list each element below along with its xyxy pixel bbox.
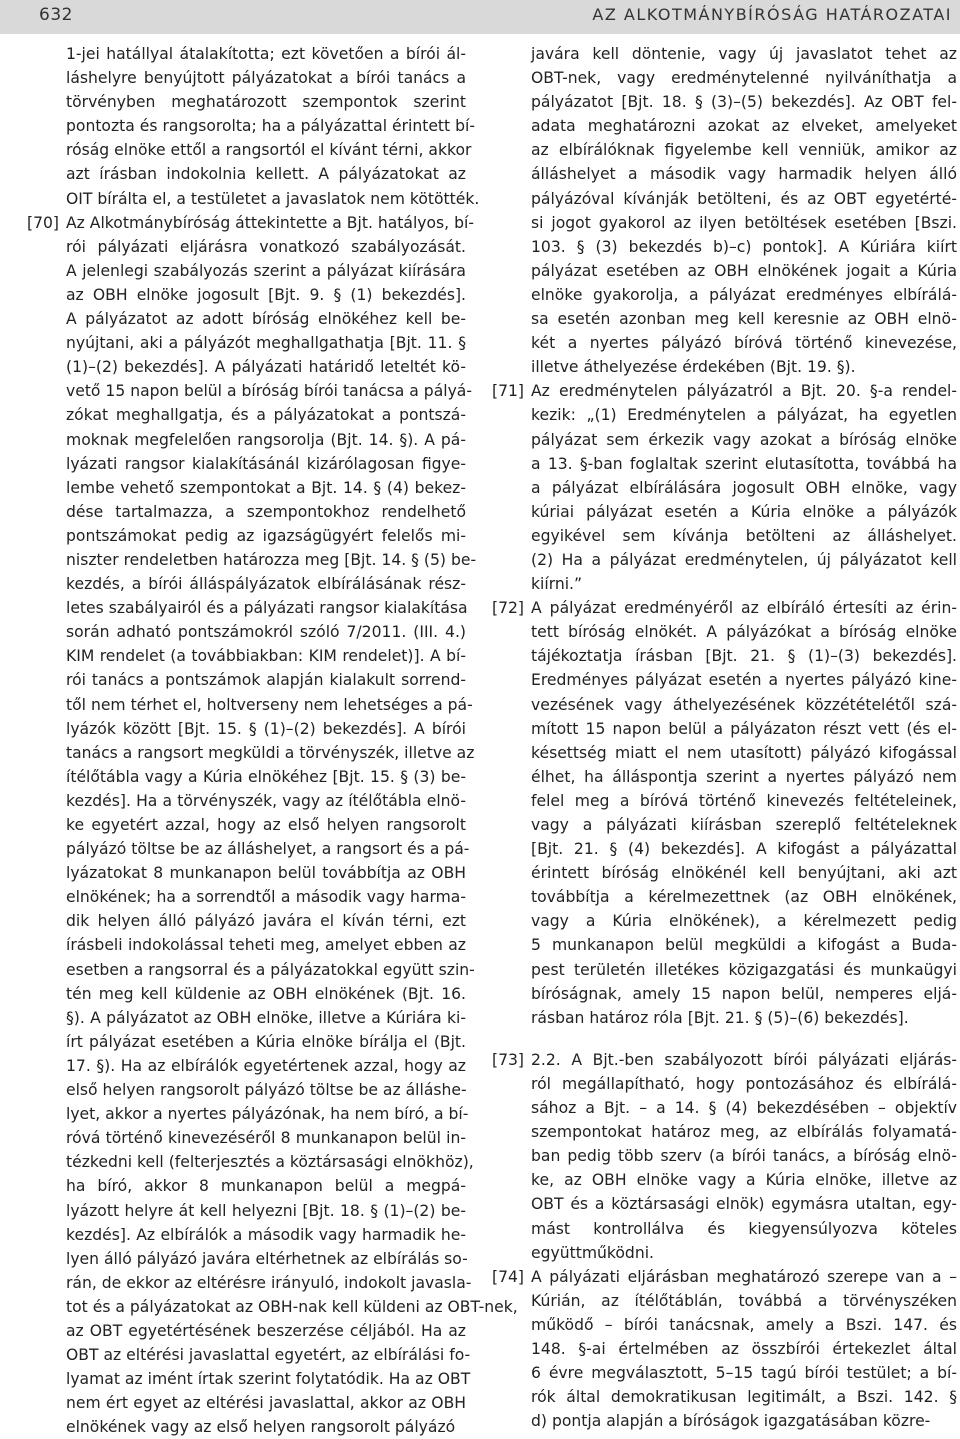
text-line: kezdés]. Az elbírálók a második vagy harmadik he- [66,1225,466,1244]
text-line: mást kontrollálva és kiegyensúlyozva köteles [531,1219,957,1238]
text-line: vagy a pályázati kiírásban szereplő feltételeknek [531,816,957,834]
paragraph-number: [71] [492,382,525,401]
paragraph-gap [531,1030,957,1048]
text-line: lembe vehető szempontokat a Bjt. 14. § (4) bekez- [66,478,466,497]
text-line: Eredményes pályázat esetén a nyertes pályázó kine- [531,671,957,690]
text-line: rói pályázati eljárásra vonatkozó szabályozását. [66,237,466,256]
text-line: (2) Ha a pályázat eredménytelen, új pályázatot kell [531,550,957,569]
text-line: pályázó töltse be az álláshelyet, a rangsort és a pá- [66,840,470,859]
text-line: rói tanács a pontszámok alapján kialakult sorrend- [66,671,466,690]
text-line: az OBT egyetértésének beszerzése céljából. Ha az [66,1321,466,1340]
text-line: lyet, akkor a nyertes pályázónak, ha nem bíró, a bí- [66,1105,469,1124]
text-line: ha bíró, akkor 8 munkanapon belül a megpá- [66,1177,466,1196]
text-line: során adható pontszámokról szóló 7/2011. (III. 4.) [66,623,466,642]
text-line: dése tartalmazza, a szempontokhoz rendelhető [66,502,466,521]
text-line: d) pontja alapján a bíróságok igazgatásában közre- [531,1412,931,1431]
paragraph-71 [492,379,957,596]
text-line: azt írásban indokolnia kellett. A pályázatokat az [66,165,466,184]
text-line: kúriai pályázat esetén a Kúria elnöke a pályázók [531,502,957,521]
text-line: szempontokat határoz meg, az elbírálás folyamatá- [531,1123,957,1142]
text-line: rásban határoz róla [Bjt. 21. § (5)–(6) bekezdés]. [531,1008,909,1027]
text-line: OBT az eltérési javaslattal egyetért, az elbírálási fo- [66,1346,471,1365]
text-line: (1)–(2) bekezdés]. A pályázati határidő leteltét kö- [66,358,466,377]
text-line: késettség miatt el nem utasított) pályázó kifogással [531,743,957,762]
text-line: pályázatot [Bjt. 18. § (3)–(5) bekezdés]. Az OBT fel- [531,93,957,112]
text-line: vető 15 napon belül a bíróság bírói tanácsa a pályá- [66,382,472,401]
text-line: kiírni.” [531,575,583,594]
text-line: érintett bíróság elnökénél kell benyújtani, aki azt [531,864,957,883]
text-line: OBT-nek, vagy eredménytelenné nyilváníthatja a [531,69,957,88]
text-line: mított 15 napon belül a pályázaton részt vett (és el- [531,719,957,738]
text-line: tett bíróság elnökét. A pályázókat a bíróság elnöke [531,623,957,642]
text-line: niszter rendeletben határozza meg [Bjt. 14. § (5) be- [66,550,477,569]
text-line: kezdés, a bírói álláspályázatok elbírálásának rész- [66,575,466,594]
text-line: Az eredménytelen pályázatról a Bjt. 20. §-a rendel- [531,382,957,401]
text-line: nyújtani, aki a pályázót meghallgathatja [Bjt. 11. § [66,334,466,353]
text-line: sához a Bjt. – a 14. § (4) bekezdésében – objektív [531,1099,957,1118]
text-line: az OBH elnöke jogosult [Bjt. 9. § (1) bekezdés]. [66,285,466,304]
text-line: róvá történő kinevezéséről 8 munkanapon belül in- [66,1129,466,1148]
text-line: álláshelyet a második vagy harmadik helyen álló [531,165,957,184]
text-line: láshelyre benyújtott pályázatokat a bírói tanács a [66,69,466,88]
text-line: írásbeli indokolással teheti meg, amelyet ebben az [66,936,466,955]
text-line: lyen álló pályázó javára eltérhetnek az elbírálás so- [66,1249,468,1268]
text-line: §). A pályázatot az OBH elnöke, illetve a Kúriára ki- [66,1008,466,1027]
text-line: írt pályázat esetében a Kúria elnöke bírálja el (Bjt. [66,1032,466,1051]
text-line: OBT és a köztársasági elnök) egymásra utaltan, egy- [531,1195,957,1214]
text-line: ke egyetért azzal, hogy az első helyen rangsorolt [66,816,466,834]
text-line: élhet, ha álláspontja szerint a nyertes pályázó nem [531,767,957,786]
paragraph-74 [492,1265,957,1434]
paragraph-number: [72] [492,599,525,618]
text-line: lyázók között [Bjt. 15. § (1)–(2) bekezdés]. A bírói [66,719,466,738]
text-line: vezésének vagy áthelyezésének közzétételétől szá- [531,695,957,714]
text-line: lyázatokat 8 munkanapon belül továbbítja az OBH [66,864,466,883]
text-line: róság elnöke ettől a rangsortól el kívánt térni, akkor [66,141,472,160]
text-line: vagy a Kúria elnökének), a kérelmezett pedig [531,912,957,931]
text-line: lyázott helyre át kell helyezni [Bjt. 18. § (1)–(2) be- [66,1201,466,1220]
text-line: javára kell döntenie, vagy új javaslatot tehet az [531,45,957,63]
text-line: moknak megfelelően rangsorolja (Bjt. 14. §). A pá- [66,430,466,449]
text-line: ítélőtábla vagy a Kúria elnökéhez [Bjt. 15. § (3) be- [66,767,466,786]
text-line: két a nyertes pályázó bíróvá történő kinevezése, [531,334,957,353]
text-line: a 13. §-ban foglaltak szerint elutasította, továbbá ha [531,454,957,473]
text-line: tézkedni kell (felterjesztés a köztársasági elnökhöz), [66,1153,474,1172]
text-line: A pályázati eljárásban meghatározó szerepe van a – [531,1267,957,1286]
text-line: A jelenlegi szabályozás szerint a pályázat kiírására [66,261,466,280]
text-line: az elbírálóknak figyelembe kell venniük, amikor az [531,141,957,160]
text-line: A pályázat eredményéről az elbíráló értesíti az érin- [531,599,957,618]
paragraph-continued [66,42,480,211]
text-line: Az Alkotmánybíróság áttekintette a Bjt. hatályos, bí- [66,213,474,232]
text-line: pályázat sem érkezik vagy azokat a bíróság elnöke [531,430,957,449]
text-line: 2.2. A Bjt.-ben szabályozott bírói pályázati eljárás- [531,1050,957,1069]
text-line: nem ért egyet az eltérési javaslattal, akkor az OBH [66,1394,466,1413]
text-line: dik helyen álló pályázó javára el kíván térni, ezt [66,912,466,931]
text-line: 5 munkanapon belül megküldi a kifogást a Buda- [531,936,957,955]
text-line: első helyen rangsorolt pályázó töltse be az álláshe- [66,1081,467,1100]
running-title: AZ ALKOTMÁNYBÍRÓSÁG HATÁROZATAI [592,5,952,24]
text-line: elnökének; ha a sorrendtől a második vagy harma- [66,888,466,907]
text-line: Kúrián, az ítélőtáblán, továbbá a törvényszéken [531,1291,957,1310]
text-line: törvényben meghatározott szempontok szerint [66,93,466,112]
text-line: 17. §). Ha az elbírálók egyetértenek azzal, hogy az [66,1056,466,1075]
text-line: 6 évre megválasztott, 5–15 tagú bírói testület; a bí- [531,1364,957,1383]
text-line: lyamat az imént írtak szerint folytatódik. Ha az OBT [66,1370,471,1389]
text-line: pest területén illetékes közigazgatási és munkaügyi [531,960,957,979]
running-header [0,0,960,34]
text-line: egyikével sem kívánja betölteni az álláshelyet. [531,526,957,545]
paragraph-number: [70] [27,213,60,232]
text-line: rók által demokratikusan legitimált, a Bszi. 142. § [531,1388,957,1407]
text-line: pályázóval kívánják betölteni, és az OBT egyetérté- [531,189,957,208]
paragraph-continued-right [531,42,957,379]
text-line: tanács a rangsort megküldi a törvényszék, illetve az [66,743,475,762]
text-line: tot és a pályázatokat az OBH-nak kell küldeni az OBT-nek, [66,1297,518,1316]
text-line: pontozta és rangsorolta; ha a pályázattal érintett bí- [66,117,475,136]
text-line: kezik: „(1) Eredménytelen a pályázat, ha egyetlen [531,406,957,425]
text-line: [Bjt. 21. § (4) bekezdés]. A kifogást a pályázattal [531,840,957,859]
text-line: a pályázat elbírálására jogosult OBH elnöke, vagy [531,478,957,497]
text-line: pályázat esetében az OBH elnökének jogait a Kúria [531,261,957,280]
text-line: 1-jei hatállyal átalakította; ezt követően a bírói ál- [66,45,466,63]
text-line: zókat meghallgatja, és a pályázatokat a pontszá- [66,406,466,425]
text-line: felel meg a bíróvá történő kinevezés feltételeinek, [531,791,957,810]
text-line: OIT bírálta el, a testületet a javaslatok nem kötötték. [66,189,480,208]
right-column [492,42,957,1433]
text-line: től nem térhet el, holtverseny nem lehetséges a pá- [66,695,473,714]
text-line: KIM rendelet (a továbbiakban: KIM rendelet)]. A bí- [66,647,466,666]
text-line: bíróságnak, amely 15 napon belül, nemperes eljá- [531,984,957,1003]
text-line: együttműködni. [531,1243,654,1262]
paragraph-73 [492,1048,957,1265]
text-line: adata meghatározni azokat az elveket, amelyeket [531,117,957,136]
text-line: letes szabályairól és a pályázati rangsor kialakítása [66,599,468,618]
text-line: A pályázatot az adott bíróság elnökéhez kell be- [66,310,466,329]
text-line: ról megállapítható, hogy pontozásához és elbírálá- [531,1074,957,1093]
text-line: kezdés]. Ha a törvényszék, vagy az ítélőtábla elnö- [66,791,466,810]
paragraph-number: [74] [492,1267,525,1286]
text-line: si jogot gyakorol az ilyen betöltések esetében [Bszi. [531,213,957,232]
text-line: illetve áthelyezése érdekében (Bjt. 19. §). [531,358,856,377]
text-line: tájékoztatja írásban [Bjt. 21. § (1)–(3) bekezdés]. [531,647,957,666]
text-line: 103. § (3) bekezdés b)–c) pontok]. A Kúriára kiírt [531,237,957,256]
text-line: elnökének vagy az első helyen rangsorolt pályázó [66,1418,456,1437]
text-line: továbbítja a kérelmezettnek (az OBH elnökének, [531,888,957,907]
text-line: sa esetén azonban meg kell keresnie az OBH elnö- [531,310,957,329]
text-line: pontszámokat pedig az igazságügyért felelős mi- [66,526,466,545]
text-line: lyázati rangsor kialakításánál kizárólagosan figye- [66,454,466,473]
text-line: rán, de ekkor az eltérésre irányuló, indokolt javasla- [66,1273,472,1292]
text-line: elnöke gyakorolja, a pályázat eredményes elbírálá- [531,285,957,304]
text-line: esetben a rangsorral és a pályázatokkal együtt szin- [66,960,475,979]
text-line: működő – bírói tanácsnak, amely a Bszi. 147. és [531,1315,957,1334]
paragraph-number: [73] [492,1050,525,1069]
text-line: tén meg kell küldenie az OBH elnökének (Bjt. 16. [66,984,466,1003]
text-line: 148. §-ai értelmében az összbírói értekezlet által [531,1339,957,1358]
paragraph-72 [492,596,957,1030]
page-number: 632 [39,5,73,25]
text-line: ke, az OBH elnöke vagy a Kúria elnöke, illetve az [531,1171,957,1190]
text-line: ban pedig több szerv (a bírói tanács, a bíróság elnö- [531,1147,957,1166]
